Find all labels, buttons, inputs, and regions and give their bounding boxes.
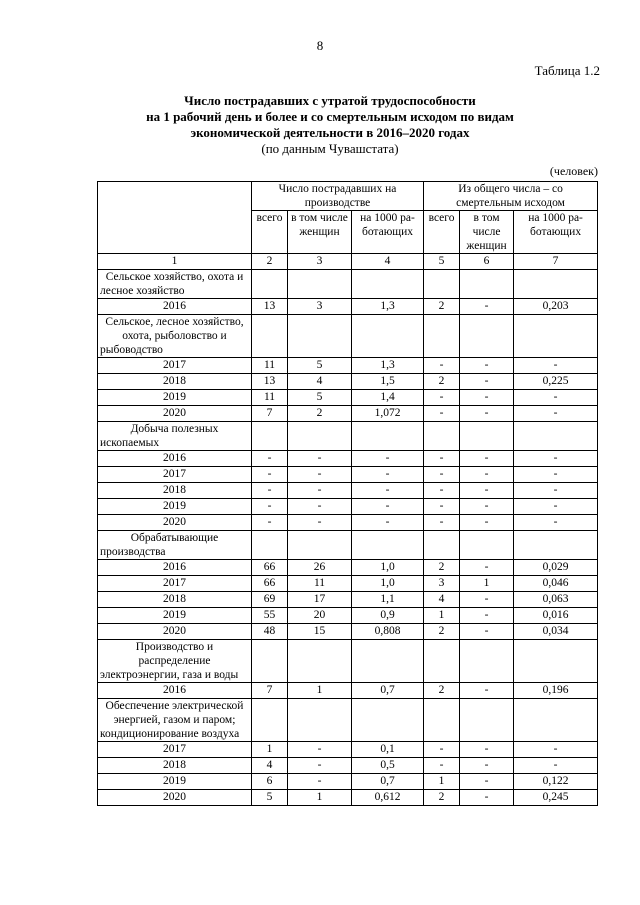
empty-cell [288,422,352,451]
empty-cell [514,699,598,742]
women-cell: 3 [288,299,352,315]
total-cell: 48 [252,624,288,640]
year-cell: 2017 [98,576,252,592]
empty-cell [514,422,598,451]
header-fatal-women: в том числе женщин [460,211,514,254]
women-cell: - [288,499,352,515]
fatal-cell: 2 [424,560,460,576]
per1000-cell: 1,4 [352,390,424,406]
fatal-women-cell: - [460,560,514,576]
women-cell: - [288,483,352,499]
fatal-per1000-cell: - [514,406,598,422]
fatal-women-cell: - [460,299,514,315]
fatal-per1000-cell: - [514,499,598,515]
header-per1000: на 1000 ра-ботающих [352,211,424,254]
category-label: Добыча полезных ископаемых [98,422,252,451]
total-cell: 13 [252,374,288,390]
year-cell: 2017 [98,742,252,758]
fatal-per1000-cell: - [514,515,598,531]
fatal-per1000-cell: - [514,758,598,774]
year-cell: 2016 [98,299,252,315]
empty-cell [252,531,288,560]
empty-cell [352,315,424,358]
total-cell: - [252,515,288,531]
title-line-3: экономической деятельности в 2016–2020 годах [190,125,470,140]
total-cell: 11 [252,390,288,406]
per1000-cell: - [352,467,424,483]
page-number: 8 [316,38,324,53]
fatal-per1000-cell: - [514,451,598,467]
empty-cell [460,315,514,358]
empty-cell [252,270,288,299]
total-cell: 66 [252,560,288,576]
fatal-women-cell: - [460,451,514,467]
per1000-cell: - [352,451,424,467]
per1000-cell: - [352,515,424,531]
total-cell: 5 [252,790,288,806]
year-cell: 2016 [98,451,252,467]
total-cell: 11 [252,358,288,374]
table-row [98,742,598,758]
empty-cell [252,640,288,683]
total-cell: 13 [252,299,288,315]
empty-cell [352,699,424,742]
table-row [98,299,598,315]
header-row-groups [98,182,598,211]
total-cell: 1 [252,742,288,758]
empty-cell [424,640,460,683]
fatal-cell: 2 [424,624,460,640]
total-cell: - [252,499,288,515]
empty-cell [288,699,352,742]
fatal-cell: - [424,758,460,774]
year-cell: 2019 [98,499,252,515]
year-cell: 2019 [98,608,252,624]
empty-cell [460,270,514,299]
year-cell: 2016 [98,683,252,699]
table-row [98,758,598,774]
table-label: Таблица 1.2 [534,63,600,78]
injury-statistics-table [97,181,598,806]
women-cell: - [288,758,352,774]
year-cell: 2018 [98,483,252,499]
column-number: 3 [288,254,352,270]
women-cell: 5 [288,358,352,374]
per1000-cell: 0,7 [352,774,424,790]
column-number: 1 [98,254,252,270]
units-label: (человек) [549,164,598,178]
empty-cell [424,531,460,560]
fatal-cell: - [424,467,460,483]
empty-cell [352,640,424,683]
fatal-per1000-cell: - [514,390,598,406]
fatal-cell: 1 [424,608,460,624]
per1000-cell: 0,808 [352,624,424,640]
fatal-per1000-cell: 0,122 [514,774,598,790]
header-women: в том числе женщин [288,211,352,254]
table-row [98,624,598,640]
column-number: 2 [252,254,288,270]
category-row [98,422,598,451]
women-cell: 26 [288,560,352,576]
year-cell: 2019 [98,774,252,790]
table-row [98,467,598,483]
empty-cell [514,315,598,358]
fatal-per1000-cell: 0,046 [514,576,598,592]
year-cell: 2019 [98,390,252,406]
year-cell: 2018 [98,374,252,390]
column-number: 5 [424,254,460,270]
per1000-cell: 0,612 [352,790,424,806]
fatal-women-cell: - [460,390,514,406]
empty-cell [288,640,352,683]
empty-cell [288,531,352,560]
fatal-cell: 2 [424,683,460,699]
table-row [98,608,598,624]
table-row [98,560,598,576]
fatal-per1000-cell: 0,063 [514,592,598,608]
fatal-cell: - [424,515,460,531]
women-cell: 15 [288,624,352,640]
year-cell: 2020 [98,624,252,640]
fatal-per1000-cell: 0,029 [514,560,598,576]
header-group-fatal: Из общего числа – со смертельным исходом [424,182,598,211]
category-label: Обрабатывающие производства [98,531,252,560]
table-row [98,390,598,406]
per1000-cell: 1,3 [352,358,424,374]
category-row [98,315,598,358]
fatal-per1000-cell: - [514,742,598,758]
empty-cell [460,699,514,742]
per1000-cell: - [352,499,424,515]
per1000-cell: 0,9 [352,608,424,624]
total-cell: - [252,483,288,499]
column-number: 4 [352,254,424,270]
fatal-cell: 2 [424,299,460,315]
women-cell: - [288,515,352,531]
category-label: Обеспечение электрической энергией, газом и паром; кондиционирование воздуха [98,699,252,742]
empty-cell [352,531,424,560]
total-cell: - [252,467,288,483]
total-cell: 66 [252,576,288,592]
women-cell: 17 [288,592,352,608]
women-cell: - [288,451,352,467]
fatal-women-cell: - [460,608,514,624]
total-cell: 69 [252,592,288,608]
table-row [98,358,598,374]
per1000-cell: 1,072 [352,406,424,422]
empty-cell [460,422,514,451]
year-cell: 2018 [98,592,252,608]
fatal-cell: 1 [424,774,460,790]
women-cell: - [288,774,352,790]
fatal-women-cell: - [460,358,514,374]
empty-cell [514,640,598,683]
table-row [98,790,598,806]
total-cell: 7 [252,683,288,699]
table-row [98,374,598,390]
fatal-per1000-cell: - [514,358,598,374]
fatal-cell: 3 [424,576,460,592]
women-cell: - [288,742,352,758]
empty-cell [352,270,424,299]
per1000-cell: 0,1 [352,742,424,758]
empty-cell [424,270,460,299]
per1000-cell: 0,5 [352,758,424,774]
women-cell: 1 [288,683,352,699]
fatal-women-cell: - [460,774,514,790]
per1000-cell: - [352,483,424,499]
header-fatal-total: всего [424,211,460,254]
fatal-women-cell: - [460,683,514,699]
fatal-per1000-cell: 0,016 [514,608,598,624]
fatal-cell: - [424,483,460,499]
fatal-cell: - [424,499,460,515]
empty-cell [460,640,514,683]
women-cell: 20 [288,608,352,624]
header-group-injured: Число пострадавших на производстве [252,182,424,211]
table-row [98,683,598,699]
fatal-per1000-cell: 0,203 [514,299,598,315]
table-body [98,270,598,806]
table-row [98,406,598,422]
fatal-women-cell: 1 [460,576,514,592]
total-cell: 6 [252,774,288,790]
table-row [98,576,598,592]
header-category-cell [98,182,252,254]
fatal-cell: 4 [424,592,460,608]
fatal-cell: 2 [424,790,460,806]
year-cell: 2016 [98,560,252,576]
empty-cell [424,422,460,451]
category-row [98,270,598,299]
empty-cell [352,422,424,451]
per1000-cell: 1,3 [352,299,424,315]
table-row [98,515,598,531]
fatal-women-cell: - [460,515,514,531]
fatal-per1000-cell: - [514,483,598,499]
year-cell: 2020 [98,515,252,531]
fatal-women-cell: - [460,483,514,499]
fatal-women-cell: - [460,406,514,422]
fatal-women-cell: - [460,624,514,640]
fatal-women-cell: - [460,592,514,608]
total-cell: 7 [252,406,288,422]
fatal-cell: - [424,406,460,422]
title-line-1: Число пострадавших с утратой трудоспособности [184,93,476,108]
fatal-women-cell: - [460,374,514,390]
table-row [98,592,598,608]
fatal-cell: - [424,451,460,467]
fatal-women-cell: - [460,499,514,515]
table-row [98,483,598,499]
total-cell: 4 [252,758,288,774]
empty-cell [288,270,352,299]
header-total: всего [252,211,288,254]
per1000-cell: 1,5 [352,374,424,390]
table-row [98,451,598,467]
year-cell: 2020 [98,406,252,422]
fatal-women-cell: - [460,790,514,806]
column-number: 6 [460,254,514,270]
title-line-2: на 1 рабочий день и более и со смертельным исходом по видам [146,109,514,124]
empty-cell [424,699,460,742]
year-cell: 2017 [98,467,252,483]
title-source: (по данным Чувашстата) [261,141,399,156]
women-cell: 1 [288,790,352,806]
empty-cell [514,531,598,560]
fatal-per1000-cell: 0,245 [514,790,598,806]
fatal-cell: - [424,390,460,406]
women-cell: 11 [288,576,352,592]
fatal-cell: - [424,742,460,758]
category-label: Производство и распределение электроэнергии, газа и воды [98,640,252,683]
empty-cell [252,699,288,742]
year-cell: 2017 [98,358,252,374]
empty-cell [424,315,460,358]
category-label: Сельское хозяйство, охота и лесное хозяйство [98,270,252,299]
category-label: Сельское, лесное хозяйство, охота, рыболовство и рыбоводство [98,315,252,358]
empty-cell [288,315,352,358]
fatal-per1000-cell: 0,196 [514,683,598,699]
empty-cell [252,422,288,451]
column-number: 7 [514,254,598,270]
empty-cell [252,315,288,358]
table-title [60,93,600,157]
table-row [98,499,598,515]
per1000-cell: 1,0 [352,576,424,592]
women-cell: - [288,467,352,483]
total-cell: 55 [252,608,288,624]
women-cell: 2 [288,406,352,422]
fatal-cell: - [424,358,460,374]
total-cell: - [252,451,288,467]
women-cell: 4 [288,374,352,390]
fatal-cell: 2 [424,374,460,390]
empty-cell [460,531,514,560]
per1000-cell: 1,0 [352,560,424,576]
fatal-women-cell: - [460,758,514,774]
per1000-cell: 1,1 [352,592,424,608]
fatal-women-cell: - [460,467,514,483]
women-cell: 5 [288,390,352,406]
year-cell: 2020 [98,790,252,806]
category-row [98,640,598,683]
category-row [98,699,598,742]
category-row [98,531,598,560]
header-row-column-numbers [98,254,598,270]
table-row [98,774,598,790]
fatal-per1000-cell: 0,225 [514,374,598,390]
fatal-women-cell: - [460,742,514,758]
header-fatal-per1000: на 1000 ра-ботающих [514,211,598,254]
fatal-per1000-cell: 0,034 [514,624,598,640]
year-cell: 2018 [98,758,252,774]
empty-cell [514,270,598,299]
per1000-cell: 0,7 [352,683,424,699]
fatal-per1000-cell: - [514,467,598,483]
